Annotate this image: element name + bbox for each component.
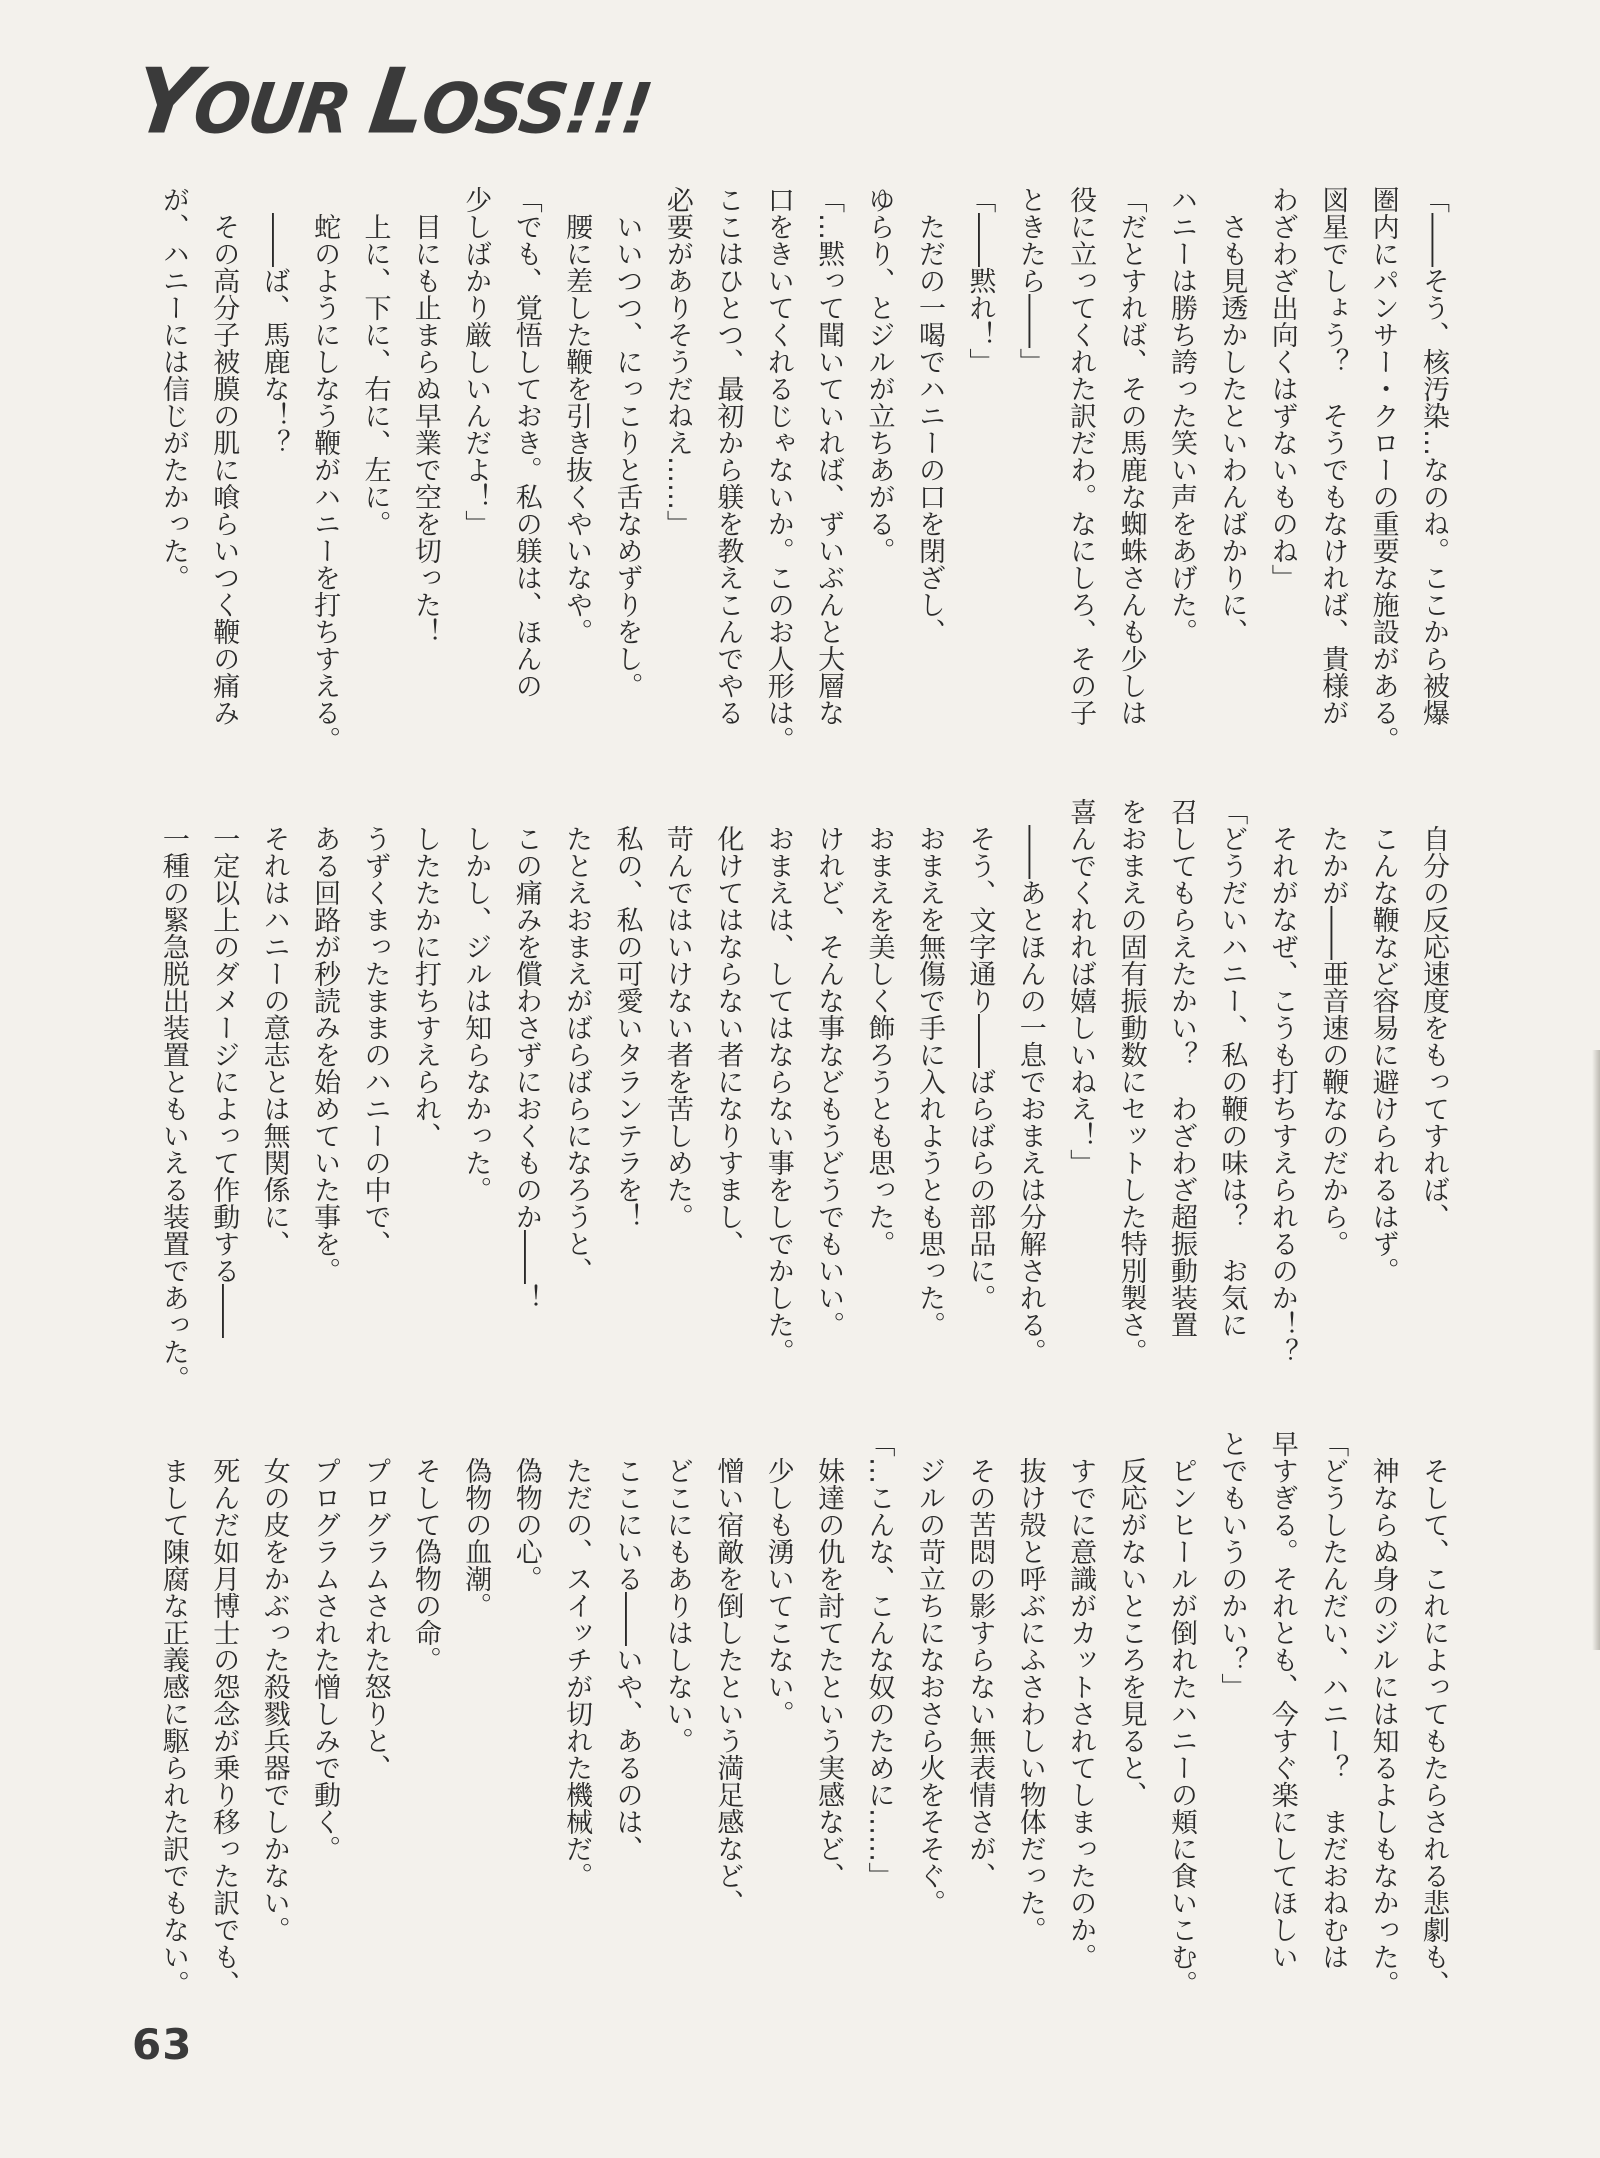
- text-column: プログラムされた怒りと、: [359, 1430, 391, 1781]
- text-column: しかし、ジルは知らなかった。: [460, 798, 492, 1203]
- text-column: 化けてはならない者になりすまし、: [712, 798, 744, 1257]
- text-column: 口をきいてくれるじゃないか。このお人形は。: [762, 186, 794, 753]
- text-column: 「どうしたんだい、ハニー？ まだおねむは: [1317, 1430, 1349, 1970]
- text-column: そう、文字通り――ばらばらの部品に。: [964, 798, 996, 1311]
- text-block-top: [138, 186, 1458, 761]
- text-column: それはハニーの意志とは無関係に、: [258, 798, 290, 1257]
- text-column: 早すぎる。それとも、今すぐ楽にしてほしい: [1266, 1430, 1298, 1970]
- text-column: まして陳腐な正義感に駆られた訳でもない。: [157, 1430, 189, 1997]
- text-column: そして、これによってもたらされる悲劇も、: [1418, 1430, 1449, 1997]
- text-column: ハニーは勝ち誇った笑い声をあげた。: [1165, 186, 1197, 645]
- text-column: おまえは、してはならない事をしでかした。: [762, 798, 794, 1365]
- text-column: けれど、そんな事などもうどうでもいい。: [813, 798, 845, 1338]
- text-column: 「だとすれば、その馬鹿な蜘蛛さんも少しは: [1115, 186, 1147, 726]
- text-column: 目にも止まらぬ早業で空を切った！: [409, 186, 441, 645]
- text-column: が、ハニーには信じがたかった。: [157, 186, 189, 591]
- text-column: 偽物の心。: [510, 1430, 542, 1592]
- text-column: 腰に差した鞭を引き抜くやいなや。: [561, 186, 593, 645]
- text-column: 図星でしょう？ そうでもなければ、貴様が: [1317, 186, 1349, 726]
- text-column: その苦悶の影すらない無表情さが、: [964, 1430, 996, 1889]
- scan-edge-shadow: [1592, 1050, 1600, 1650]
- text-column: たかが――亜音速の鞭なのだから。: [1317, 798, 1349, 1257]
- text-column: ――あとほんの一息でおまえは分解される。: [1014, 798, 1046, 1365]
- text-column: ある回路が秒読みを始めていた事を。: [309, 798, 341, 1284]
- text-column: 必要がありそうだねえ……」: [661, 186, 693, 537]
- text-column: それがなぜ、こうも打ちすえられるのか！？: [1266, 798, 1298, 1365]
- text-column: ジルの苛立ちになおさら火をそそぐ。: [913, 1430, 945, 1916]
- text-column: をおまえの固有振動数にセットした特別製さ。: [1115, 798, 1147, 1365]
- text-column: ピンヒールが倒れたハニーの頬に食いこむ。: [1165, 1430, 1197, 1997]
- text-column: プログラムされた憎しみで動く。: [309, 1430, 341, 1862]
- text-column: ――ば、馬鹿な！？: [258, 186, 290, 456]
- text-column: さも見透かしたといわんばかりに、: [1216, 186, 1248, 645]
- text-column: ただの一喝でハニーの口を閉ざし、: [913, 186, 945, 645]
- text-column: 「――そう、核汚染…なのね。ここから被爆: [1418, 186, 1449, 726]
- text-block-bottom: [138, 1430, 1458, 2030]
- text-column: 妹達の仇を討てたという実感など、: [813, 1430, 845, 1889]
- text-column: 喜んでくれれば嬉しいねえ！」: [1065, 798, 1097, 1176]
- text-block-middle: [138, 798, 1458, 1398]
- text-column: 召してもらえたかい？ わざわざ超振動装置: [1165, 798, 1197, 1338]
- text-column: 憎い宿敵を倒したという満足感など、: [712, 1430, 744, 1916]
- text-column: ただの、スイッチが切れた機械だ。: [561, 1430, 593, 1889]
- text-column: 「でも、覚悟しておき。私の躾は、ほんの: [510, 186, 542, 699]
- text-column: いいつつ、にっこりと舌なめずりをし。: [611, 186, 643, 699]
- text-column: ときたら――」: [1014, 186, 1046, 375]
- text-column: うずくまったままのハニーの中で、: [359, 798, 391, 1257]
- text-column: 私の、私の可愛いタランテラを！: [611, 798, 643, 1230]
- text-column: 死んだ如月博士の怨念が乗り移った訳でも、: [208, 1430, 240, 1997]
- text-column: どこにもありはしない。: [661, 1430, 693, 1754]
- text-column: 「…黙って聞いていれば、ずいぶんと大層な: [813, 186, 845, 726]
- text-column: 「どうだいハニー、私の鞭の味は？ お気に: [1216, 798, 1248, 1338]
- page-number: 63: [132, 2020, 193, 2069]
- text-column: 一種の緊急脱出装置ともいえる装置であった。: [157, 798, 189, 1392]
- text-column: ここはひとつ、最初から躾を教えこんでやる: [712, 186, 744, 726]
- text-column: こんな鞭など容易に避けられるはず。: [1367, 798, 1399, 1284]
- text-column: 「――黙れ！」: [964, 186, 996, 375]
- text-column: 苛んではいけない者を苦しめた。: [661, 798, 693, 1230]
- chapter-title-logo: YOUR LOSS!!!: [127, 49, 656, 155]
- text-column: ゆらり、とジルが立ちあがる。: [863, 186, 895, 564]
- text-column: ここにいる――いや、あるのは、: [611, 1430, 643, 1862]
- text-column: おまえを無傷で手に入れようとも思った。: [913, 798, 945, 1338]
- text-column: 圏内にパンサー・クローの重要な施設がある。: [1367, 186, 1399, 753]
- text-column: そして偽物の命。: [409, 1430, 441, 1673]
- text-column: 蛇のようにしなう鞭がハニーを打ちすえる。: [309, 186, 341, 753]
- text-column: すでに意識がカットされてしまったのか。: [1065, 1430, 1097, 1970]
- text-column: 神ならぬ身のジルには知るよしもなかった。: [1367, 1430, 1399, 1997]
- text-column: 上に、下に、右に、左に。: [359, 186, 391, 537]
- text-column: 女の皮をかぶった殺戮兵器でしかない。: [258, 1430, 290, 1943]
- text-column: 役に立ってくれた訳だわ。なにしろ、その子: [1065, 186, 1097, 726]
- text-column: 反応がないところを見ると、: [1115, 1430, 1147, 1808]
- text-column: 少しも湧いてこない。: [762, 1430, 794, 1727]
- text-column: たとえおまえがばらばらになろうと、: [561, 798, 593, 1284]
- text-column: その高分子被膜の肌に喰らいつく鞭の痛み: [208, 186, 240, 726]
- text-column: おまえを美しく飾ろうとも思った。: [863, 798, 895, 1257]
- text-column: わざわざ出向くはずないものね」: [1266, 186, 1298, 591]
- text-column: 偽物の血潮。: [460, 1430, 492, 1619]
- text-column: 「…こんな、こんな奴のために……」: [863, 1430, 895, 1889]
- text-column: 一定以上のダメージによって作動する――: [208, 798, 240, 1338]
- text-column: したたかに打ちすえられ、: [409, 798, 441, 1149]
- text-column: とでもいうのかい？」: [1216, 1430, 1248, 1700]
- text-column: 抜け殻と呼ぶにふさわしい物体だった。: [1014, 1430, 1046, 1943]
- text-column: 少しばかり厳しいんだよ！」: [460, 186, 492, 537]
- text-column: 自分の反応速度をもってすれば、: [1418, 798, 1449, 1230]
- text-column: この痛みを償わさずにおくものか――！: [510, 798, 542, 1311]
